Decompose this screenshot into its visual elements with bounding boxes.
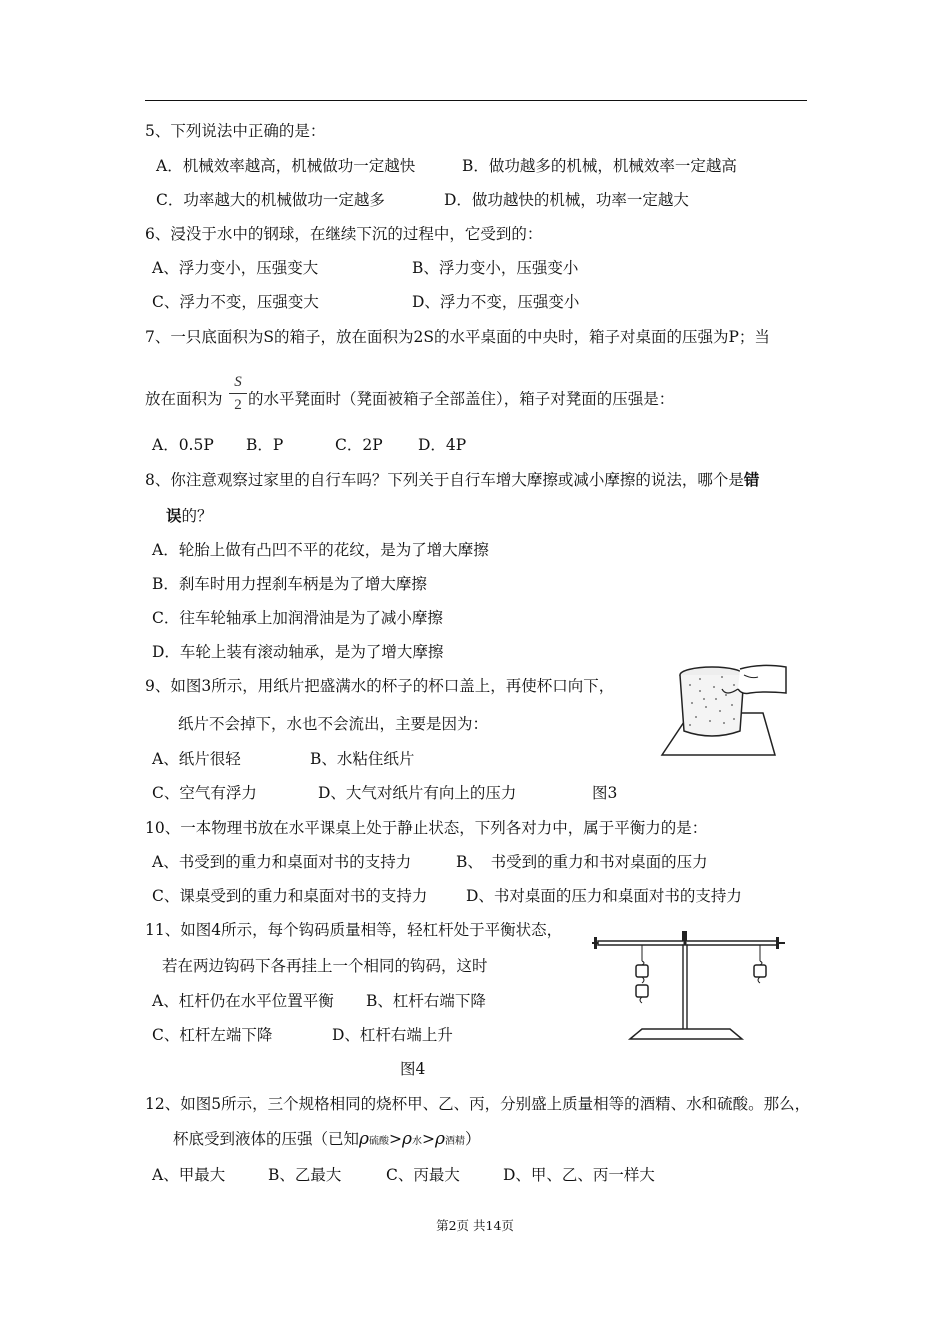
q7-option-d: D．4P	[418, 436, 467, 454]
q12-stem-line2	[173, 1129, 481, 1152]
q8-stem-end: 的？	[181, 507, 213, 525]
fraction-bar	[229, 393, 247, 394]
q10-option-d: D、书对桌面的压力和桌面对书的支持力	[466, 887, 742, 905]
q7-line2-post: 的水平凳面时（凳面被箱子全部盖住），箱子对凳面的压强是：	[248, 390, 675, 408]
q11-stem-line2: 若在两边钩码下各再挂上一个相同的钩码，这时	[162, 957, 488, 975]
q7-stem: 7、一只底面积为S的箱子，放在面积为2S的水平桌面的中央时，箱子对桌面的压强为P；当	[145, 328, 770, 346]
q6-option-a: A、浮力变小，压强变大	[152, 259, 319, 277]
q8-option-b: B．刹车时用力捏刹车柄是为了增大摩擦	[152, 575, 427, 593]
q10-option-a: A、书受到的重力和桌面对书的支持力	[152, 853, 412, 871]
q5-option-c: C．功率越大的机械做功一定越多	[156, 191, 385, 209]
rho-symbol: ρ	[359, 1129, 370, 1149]
rho-symbol: ρ	[402, 1129, 413, 1149]
q9-option-a: A、纸片很轻	[152, 750, 241, 768]
fraction-denominator: 2	[234, 397, 242, 413]
rho-symbol: ρ	[435, 1129, 446, 1149]
q6-option-b: B、浮力变小，压强变小	[412, 259, 579, 277]
q9-option-b: B、水粘住纸片	[310, 750, 415, 768]
q11-option-b: B、杠杆右端下降	[366, 992, 486, 1010]
q5-option-a: A．机械效率越高，机械做功一定越快	[156, 157, 416, 175]
q11-option-c: C、杠杆左端下降	[152, 1026, 273, 1044]
q7-option-b: B．P	[246, 436, 284, 454]
q6-option-c: C、浮力不变，压强变大	[152, 293, 319, 311]
q12-option-d: D、甲、乙、丙一样大	[503, 1166, 655, 1184]
close-paren: ）	[465, 1130, 481, 1148]
q8-option-c: C．往车轮轴承上加润滑油是为了减小摩擦	[152, 609, 443, 627]
greater-than-2: >	[422, 1130, 436, 1148]
q8-option-d: D．车轮上装有滚动轴承，是为了增大摩擦	[152, 643, 444, 661]
q5-stem: 5、下列说法中正确的是：	[145, 122, 326, 140]
q8-option-a: A．轮胎上做有凸凹不平的花纹，是为了增大摩擦	[152, 541, 489, 559]
figure3-cup-illustration	[660, 655, 790, 760]
q12-option-a: A、甲最大	[152, 1166, 226, 1184]
header-rule	[145, 100, 807, 101]
q7-line2-pre: 放在面积为	[145, 390, 223, 408]
q8-bold-word-part1: 错	[743, 470, 760, 489]
q11-stem-line1: 11、如图4所示，每个钩码质量相等，轻杠杆处于平衡状态，	[145, 921, 563, 939]
q12-stem-pre: 杯底受到液体的压强（已知	[173, 1130, 360, 1148]
q5-option-d: D．做功越快的机械，功率一定越大	[444, 191, 689, 209]
q10-stem: 10、一本物理书放在水平课桌上处于静止状态，下列各对力中，属于平衡力的是：	[145, 819, 708, 837]
q6-stem: 6、浸没于水中的钢球，在继续下沉的过程中，它受到的：	[145, 225, 543, 243]
subscript-alcohol: 酒精	[445, 1136, 466, 1147]
q8-stem-cont	[166, 506, 213, 526]
fraction-numerator: S	[234, 374, 242, 390]
q9-option-c: C、空气有浮力	[152, 784, 257, 802]
q11-option-d: D、杠杆右端上升	[332, 1026, 453, 1044]
q12-option-b: B、乙最大	[268, 1166, 342, 1184]
q5-option-b: B．做功越多的机械，机械效率一定越高	[462, 157, 737, 175]
q8-stem-text: 8、你注意观察过家里的自行车吗？下列关于自行车增大摩擦或减小摩擦的说法，哪个是	[145, 471, 744, 489]
q10-option-c: C、课桌受到的重力和桌面对书的支持力	[152, 887, 428, 905]
subscript-sulfuric-acid: 硫酸	[369, 1136, 390, 1147]
q10-option-b: B、 书受到的重力和书对桌面的压力	[456, 853, 708, 871]
q8-stem	[145, 470, 759, 490]
q11-option-a: A、杠杆仍在水平位置平衡	[152, 992, 334, 1010]
q9-stem-line2: 纸片不会掉下，水也不会流出，主要是因为：	[178, 715, 489, 733]
figure4-caption: 图4	[400, 1060, 426, 1078]
q8-bold-word-part2: 误	[166, 506, 182, 525]
page-footer: 第2页 共14页	[436, 1218, 514, 1233]
q9-option-d: D、大气对纸片有向上的压力	[318, 784, 517, 802]
q7-option-c: C．2P	[335, 436, 383, 454]
q7-option-a: A．0.5P	[152, 436, 214, 454]
q12-stem-line1: 12、如图5所示，三个规格相同的烧杯甲、乙、丙，分别盛上质量相等的酒精、水和硫酸。那么，	[145, 1095, 811, 1113]
subscript-water: 水	[412, 1136, 423, 1147]
figure4-lever-illustration	[590, 925, 790, 1045]
q12-option-c: C、丙最大	[386, 1166, 460, 1184]
q6-option-d: D、浮力不变，压强变小	[412, 293, 580, 311]
figure3-caption: 图3	[592, 784, 618, 802]
q9-stem-line1: 9、如图3所示，用纸片把盛满水的杯子的杯口盖上，再使杯口向下，	[145, 677, 615, 695]
fraction-s-over-2	[229, 373, 247, 414]
greater-than-1: >	[389, 1130, 403, 1148]
